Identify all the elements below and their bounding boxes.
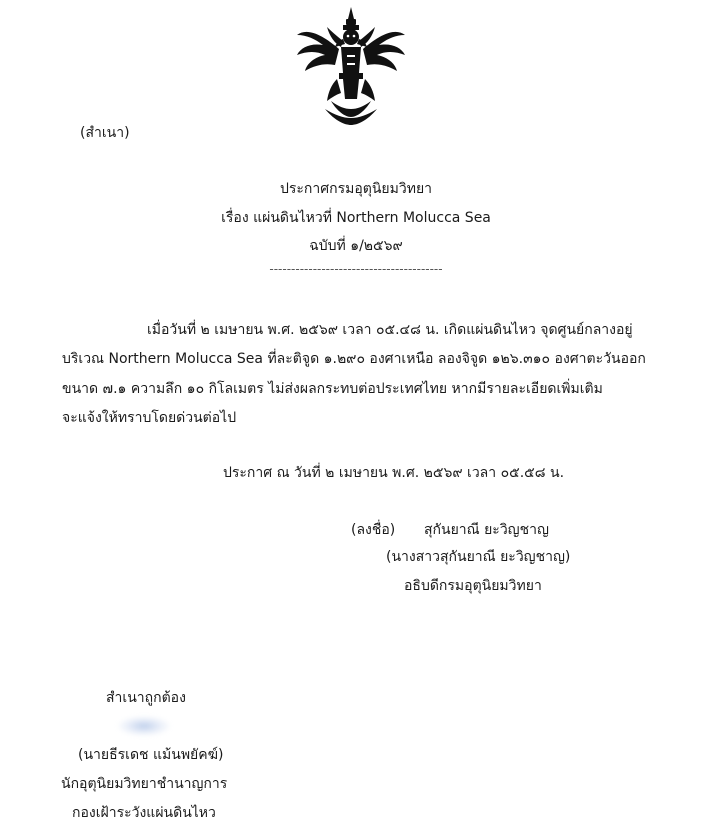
garuda-emblem-icon: [293, 5, 409, 127]
signatory-full-name: (นางสาวสุกันยาณี ยะวิญชาญ): [386, 549, 571, 565]
signatory-position: อธิบดีกรมอุตุนิยมวิทยา: [404, 578, 542, 594]
announcement-heading: ประกาศกรมอุตุนิยมวิทยา: [279, 181, 433, 197]
divider-line: ----------------------------------------: [269, 262, 443, 276]
certifier-position: นักอุตุนิยมวิทยาชำนาญการ: [61, 776, 228, 792]
body-line-3: ขนาด ๗.๑ ความลึก ๑๐ กิโลเมตร ไม่ส่งผลกระทบต่อประเทศไทย หากมีรายละเอียดเพิ่มเติม: [62, 381, 603, 397]
body-line-2: บริเวณ Northern Molucca Sea ที่ละติจูด ๑.๒๙๐ องศาเหนือ ลองจิจูด ๑๒๖.๓๑๐ องศาตะวันออก: [62, 351, 646, 367]
announcement-date: ประกาศ ณ วันที่ ๒ เมษายน พ.ศ. ๒๕๖๙ เวลา ๐๕.๕๘ น.: [223, 465, 565, 481]
signature-label: (ลงชื่อ): [351, 522, 396, 538]
announcement-number: ฉบับที่ ๑/๒๕๖๙: [309, 238, 403, 254]
body-line-4: จะแจ้งให้ทราบโดยด่วนต่อไป: [62, 410, 237, 426]
certified-copy-label: สำเนาถูกต้อง: [106, 690, 186, 706]
signature-name: สุกันยาณี ยะวิญชาญ: [424, 522, 549, 538]
certifier-division: กองเฝ้าระวังแผ่นดินไหว: [72, 805, 216, 821]
body-line-1: เมื่อวันที่ ๒ เมษายน พ.ศ. ๒๕๖๙ เวลา ๐๕.๔๘ น. เกิดแผ่นดินไหว จุดศูนย์กลางอยู่: [147, 322, 633, 338]
blurred-signature: [118, 716, 170, 736]
certifier-name: (นายธีรเดช แม้นพยัคฆ์): [78, 747, 224, 763]
announcement-subject: เรื่อง แผ่นดินไหวที่ Northern Molucca Sea: [221, 210, 491, 226]
copy-label: (สำเนา): [80, 125, 130, 141]
